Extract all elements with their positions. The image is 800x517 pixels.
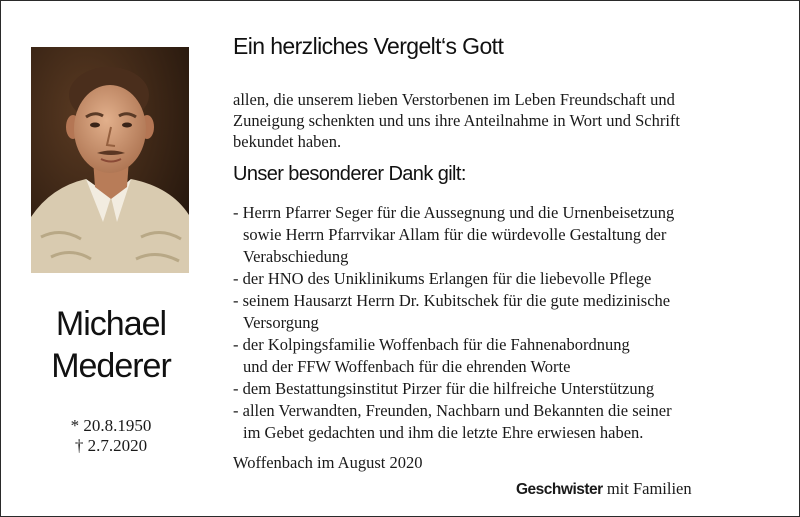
deceased-last-name: Mederer: [51, 347, 171, 385]
deceased-first-name: Michael: [55, 305, 167, 343]
thanks-line: - der HNO des Uniklinikums Erlangen für die liebevolle Pflege: [233, 269, 652, 288]
thanks-line: - Herrn Pfarrer Seger für die Aussegnung und die Urnenbeisetzung: [233, 203, 675, 222]
intro-line: bekundet haben.: [233, 132, 342, 151]
thanks-line: - der Kolpingsfamilie Woffenbach für die Fahnenabordnung: [233, 335, 630, 354]
death-date: † 2.7.2020: [74, 436, 148, 455]
portrait-photo: [31, 47, 189, 273]
thanks-line: im Gebet gedachten und ihm die letzte Ehre erwiesen haben.: [243, 423, 644, 442]
thanks-line: - allen Verwandten, Freunden, Nachbarn und Bekannten die seiner: [233, 401, 672, 420]
thanks-line: Verabschiedung: [243, 247, 349, 266]
place-and-date: Woffenbach im August 2020: [233, 453, 423, 472]
signature: [516, 479, 692, 499]
thanks-list: [233, 202, 773, 444]
intro-text: [233, 89, 753, 152]
signature-family: Geschwister: [516, 481, 603, 498]
intro-line: allen, die unserem lieben Verstorbenen im Leben Freundschaft und: [233, 90, 675, 109]
intro-line: Zuneigung schenkten und uns ihre Anteilnahme in Wort und Schrift: [233, 111, 680, 130]
notice-heading: Ein herzliches Vergelt‘s Gott: [233, 33, 504, 59]
thanks-line: sowie Herrn Pfarrvikar Allam für die würdevolle Gestaltung der: [243, 225, 667, 244]
signature-suffix: mit Familien: [606, 479, 692, 498]
portrait-illustration: [31, 47, 189, 273]
thanks-line: Versorgung: [243, 313, 319, 332]
birth-date: * 20.8.1950: [70, 416, 152, 435]
thanks-line: - seinem Hausarzt Herrn Dr. Kubitschek für die gute medizinische: [233, 291, 671, 310]
thanks-subheading: Unser besonderer Dank gilt:: [233, 163, 466, 185]
thanks-line: - dem Bestattungsinstitut Pirzer für die hilfreiche Unterstützung: [233, 379, 655, 398]
thanks-line: und der FFW Woffenbach für die ehrenden Worte: [243, 357, 571, 376]
